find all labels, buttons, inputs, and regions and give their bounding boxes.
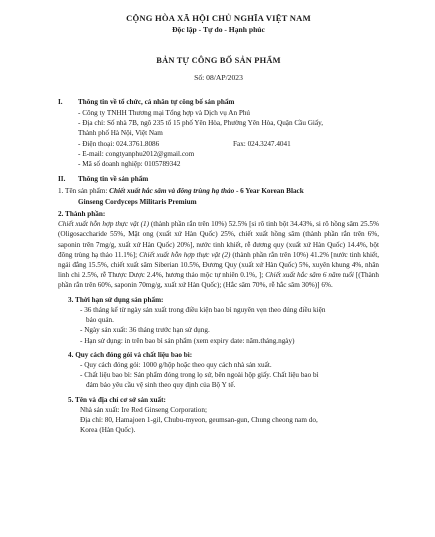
shelf-life-line-1a: - 36 tháng kể từ ngày sản xuất trong điều kiện bao bì nguyên vẹn theo đúng điều kiện xyxy=(80,305,326,314)
company-address-line-2: Thành phố Hà Nội, Việt Nam xyxy=(78,129,163,138)
composition-part-2-detail: (thành phần rắn trên 10%) 41.2% [nước tinh khiết, ngải đắng 15.5%, chiết xuất sâm Siberian 10.5%, Đương Quy (xuất xứ Hàn Quốc) 5%, xuyên khung 4%, nhân linh chi 2.5%, rễ Thược Dược 2.4%, hương thảo mộc tự nhiên 0.1%, ]; xyxy=(58,250,379,280)
document-title: BẢN TỰ CÔNG BỐ SẢN PHẨM xyxy=(156,55,281,65)
company-address-line-1: - Địa chỉ: Số nhà 7B, ngõ 235 tổ 15 phố Yên Hòa, Phường Yên Hòa, Quận Cầu Giấy, xyxy=(78,119,324,128)
packaging-heading: 4. Quy cách đóng gói và chất liệu bao bì: xyxy=(68,350,193,359)
manufacturer-address-a: Địa chỉ: 80, Hamajoen 1-gil, Chubu-myeon, geumsan-gun, Chung cheong nam do, xyxy=(80,416,318,425)
composition-part-1-detail: (thành phần rắn trên 10%) 52.5% [si rô tinh bột 34.43%, si rô hồng sâm 25.5% (Oligosaccharide 55%, Mật ong (xuất xứ Hàn Quốc) 25%, chiết xuất hồng sâm (thành phần rắn trên 6%, saponin trên 7mg/g, xuất xứ Hàn Quốc) 20%], nước tinh khiết, rễ đương quy (xuất xứ Hàn Quốc) 14.4%, bột đông trùng hạ thảo 11.1%]; xyxy=(58,220,379,259)
section-1-number: I. xyxy=(58,97,63,106)
packaging-spec-line: - Quy cách đóng gói: 1000 g/hộp hoặc theo quy cách nhà sản xuất. xyxy=(80,360,272,369)
expiry-date-line: - Hạn sử dụng: in trên bao bì sản phẩm (xem expiry date: năm.tháng.ngày) xyxy=(80,336,295,345)
product-name-en-a: - 6 Year Korean Black xyxy=(234,187,304,196)
manufacturer-heading: 5. Tên và địa chỉ cơ sở sản xuất: xyxy=(68,395,166,404)
document-number: Số: 08/AP/2023 xyxy=(194,72,243,82)
packaging-material-line-a: - Chất liệu bao bì: Sản phẩm đóng trong lọ sứ, bên ngoài hộp giấy. Chất liệu bao bì xyxy=(80,371,319,380)
manufacturer-address-b: Korea (Hàn Quốc). xyxy=(80,426,136,435)
company-name: - Công ty TNHH Thương mại Tổng hợp và Dịch vụ An Phú xyxy=(78,108,251,117)
product-name-label: 1. Tên sản phẩm: xyxy=(58,187,110,196)
company-tax-code: - Mã số doanh nghiệp: 0105789342 xyxy=(78,160,181,168)
composition-part-1-name: Chiết xuất hỗn hợp thực vật (1) xyxy=(58,220,149,229)
composition-part-2-name: Chiết xuất hỗn hợp thực vật (2) xyxy=(137,250,231,259)
shelf-life-heading: 3. Thời hạn sử dụng sản phẩm: xyxy=(68,295,164,304)
composition-heading: 2. Thành phần: xyxy=(58,209,106,218)
contact-row xyxy=(78,139,379,149)
section-2-title: Thông tin về sản phẩm xyxy=(78,175,149,184)
product-name-en-b: Ginseng Cordyceps Militaris Premium xyxy=(78,197,197,206)
company-fax: Fax: 024.3247.4041 xyxy=(233,139,291,148)
manufacturer-name: Nhà sản xuất: Ire Red Ginseng Corporation; xyxy=(80,405,207,414)
section-2-number: II. xyxy=(58,175,66,184)
product-name-vi: Chiết xuất hắc sâm và đông trùng hạ thảo xyxy=(109,187,235,196)
company-phone: - Điện thoại: 024.3761.8086 xyxy=(78,139,160,148)
composition-text xyxy=(58,219,379,291)
shelf-life-line-1b: bảo quản. xyxy=(86,316,114,325)
packaging-material-line-b: đảm bảo yêu cầu vệ sinh theo quy định của Bộ Y tế. xyxy=(86,381,236,390)
manufacture-date-line: - Ngày sản xuất: 36 tháng trước hạn sử dụng. xyxy=(80,326,210,335)
composition-part-3-detail: [(Thành phần rắn trên 60%, saponin 70mg/g, xuất xứ Hàn Quốc); (Hắc sâm 70%, rễ hắc sâm 30%)] 6%. xyxy=(58,271,379,290)
product-name-line xyxy=(58,186,379,196)
section-2-heading xyxy=(58,174,379,184)
national-motto: Độc lập - Tự do - Hạnh phúc xyxy=(172,25,265,35)
national-title: CỘNG HÒA XÃ HỘI CHỦ NGHĨA VIỆT NAM xyxy=(126,13,311,23)
section-1-body xyxy=(58,108,379,169)
company-email: - E-mail: congtyanphu2012@gmail.com xyxy=(78,149,195,158)
section-1-heading xyxy=(58,97,379,107)
composition-part-3-name: Chiết xuất hắc sâm 6 năm tuổi xyxy=(263,271,354,280)
section-1-title: Thông tin về tổ chức, cá nhân tự công bố sản phẩm xyxy=(78,97,235,106)
